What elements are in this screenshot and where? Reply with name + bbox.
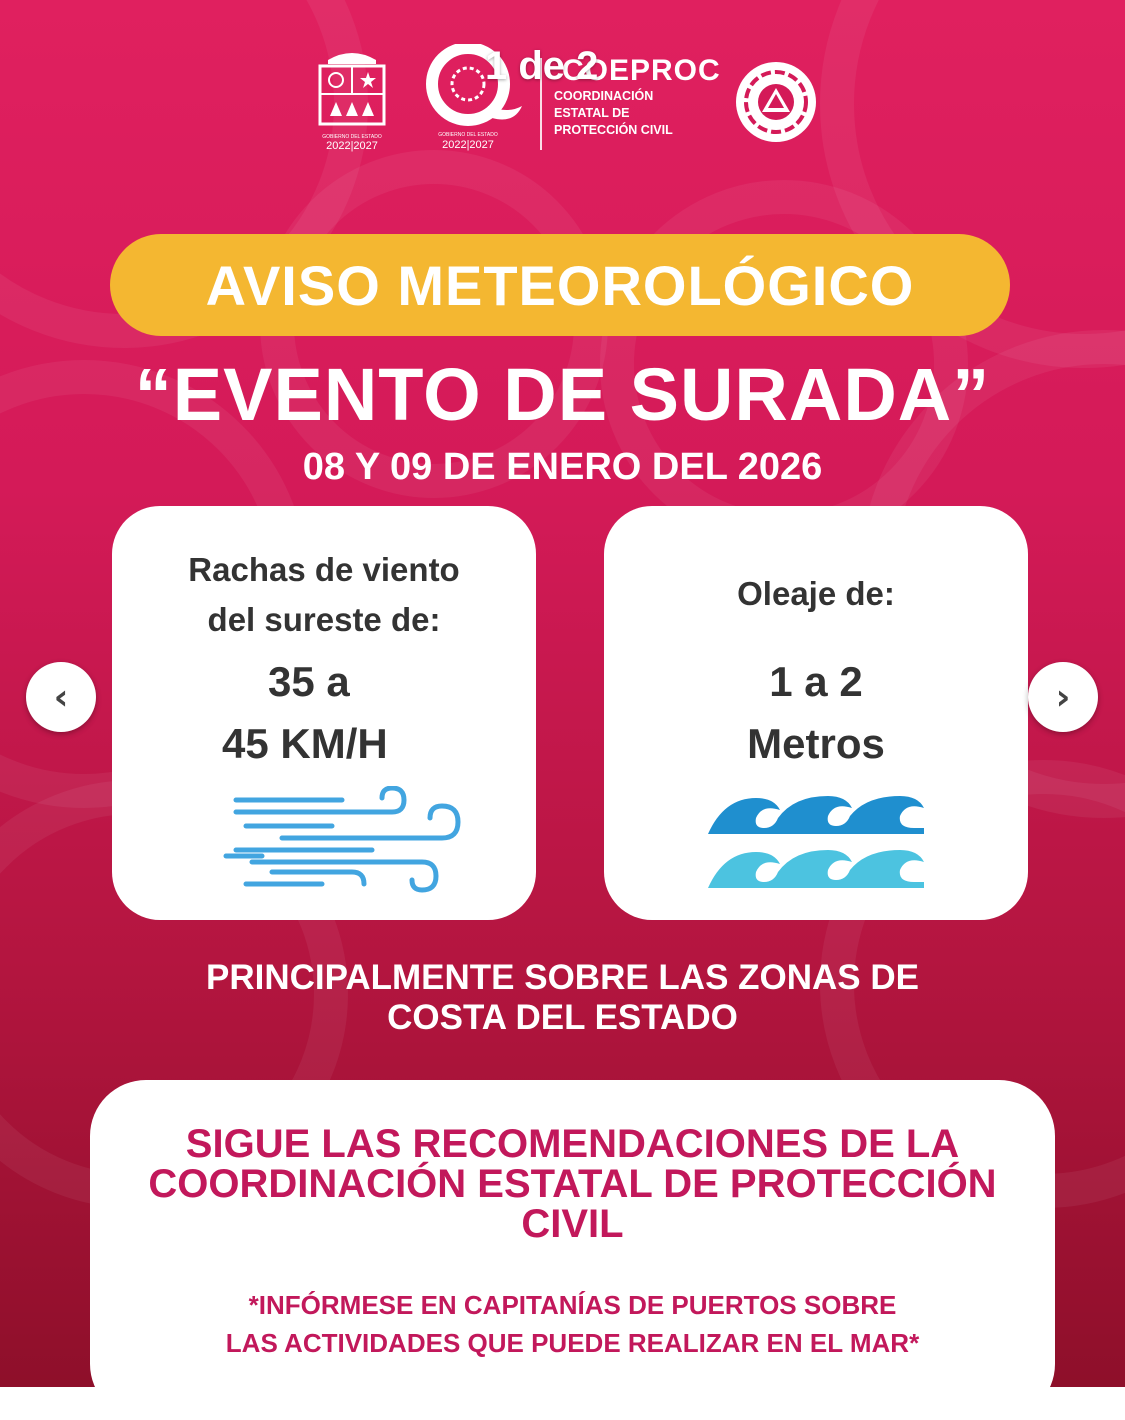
wind-icon (222, 786, 472, 896)
carousel-prev-button[interactable] (26, 662, 96, 732)
chevron-left-icon: ‹ (53, 676, 69, 718)
coeproc-line-2: ESTATAL DE (554, 106, 630, 120)
recommendation-line-3: CIVIL (521, 1202, 624, 1246)
recommendations-card (90, 1080, 1055, 1420)
carousel-next-button[interactable] (1028, 662, 1098, 732)
note-line-2: LAS ACTIVIDADES QUE PUEDE REALIZAR EN EL MAR* (225, 1328, 920, 1358)
wind-value-line-2: 45 KM/H (222, 720, 388, 767)
waves-icon (704, 788, 928, 892)
svg-text:GOBIERNO DEL ESTADO: GOBIERNO DEL ESTADO (322, 134, 382, 140)
wind-label-line-1: Rachas de viento (188, 551, 460, 588)
slide-counter: 1 de 2 (485, 44, 599, 88)
event-date: 08 Y 09 DE ENERO DEL 2026 (302, 446, 823, 488)
region-line-1: PRINCIPALMENTE SOBRE LAS ZONAS DE (205, 958, 919, 997)
recommendation-line-2: COORDINACIÓN ESTATAL DE PROTECCIÓN (148, 1162, 997, 1206)
civil-protection-emblem-icon (734, 60, 818, 144)
svg-text:GOBIERNO DEL ESTADO: GOBIERNO DEL ESTADO (438, 132, 498, 138)
warning-banner (110, 234, 1010, 336)
warning-banner-label: AVISO METEOROLÓGICO (205, 253, 915, 317)
coeproc-line-1: COORDINACIÓN (554, 89, 654, 103)
wind-label-line-2: del sureste de: (207, 601, 441, 638)
port-note (90, 1286, 1055, 1362)
wave-label: Oleaje de: (737, 575, 895, 612)
recommendation-line-1: SIGUE LAS RECOMENDACIONES DE LA (185, 1122, 960, 1166)
event-title: “EVENTO DE SURADA” (134, 353, 991, 436)
coeproc-line-3: PROTECCIÓN CIVIL (554, 123, 673, 137)
wave-value-line-1: 1 a 2 (769, 658, 863, 705)
note-line-1: *INFÓRMESE EN CAPITANÍAS DE PUERTOS SOBRE (248, 1290, 897, 1320)
svg-text:2022|2027: 2022|2027 (326, 140, 378, 152)
region-text (0, 958, 1125, 1038)
recommendation-heading (90, 1124, 1055, 1244)
svg-text:2022|2027: 2022|2027 (442, 139, 494, 151)
wave-value-line-2: Metros (747, 720, 885, 767)
wind-value-line-1: 35 a (268, 658, 350, 705)
wave-card (604, 506, 1028, 920)
coeproc-title: COEPROC (562, 54, 721, 87)
chevron-right-icon: › (1055, 676, 1071, 718)
state-shield-logo-icon (312, 46, 392, 152)
wind-card (112, 506, 536, 920)
region-line-2: COSTA DEL ESTADO (387, 998, 738, 1037)
